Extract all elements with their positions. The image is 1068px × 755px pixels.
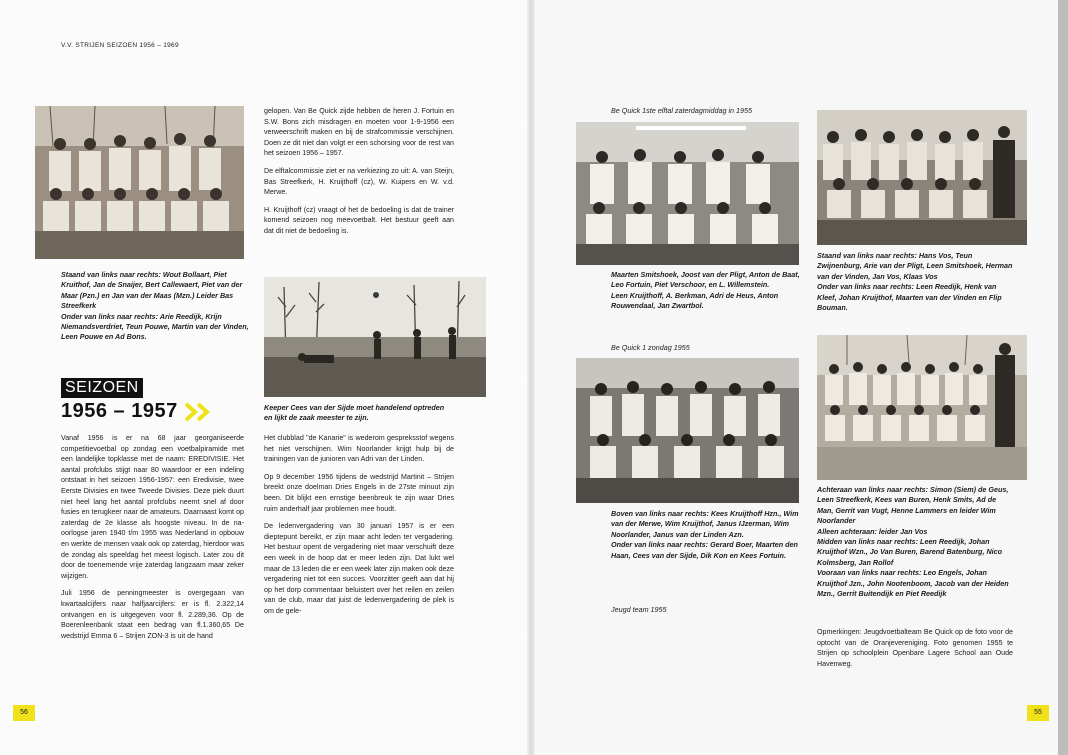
book-gutter [527, 0, 535, 755]
chevron-right-icon [183, 401, 217, 423]
keeper-photo-caption: Keeper Cees van der Sijde moet handelend optreden en lijkt de zaak meester te zijn. [264, 403, 445, 423]
article-column-2-top [264, 106, 454, 244]
sunday-photo-caption: Boven van links naar rechts: Kees Kruijthoff Hzn., Wim van der Merwe, Wim Kruijthof, Janus IJzerman, Wim Noorlander, Janus van der Linden Azn. Onder van links naar rechts: Gerard Boer, Maarten den Haan, Cees van der Sijde, Dik Kon en Kees Fortuin. [611, 509, 799, 560]
youth-parade-photo [817, 335, 1027, 480]
paragraph: Het clubblad "de Kanarie" is wederom gespreksstof wegens het niet verschijnen. Wim Noorlander krijgt hulp bij de trainingen van de junioren van Adri van der Linden. [264, 434, 454, 464]
keeper-action-photo [264, 277, 486, 397]
page-edge [1058, 0, 1068, 755]
team-photo-caption: Staand van links naar rechts: Wout Bollaart, Piet Kruithof, Jan de Snaijer, Bert Callewaert, Piet van der Maar (Pzn.) en Jan van der Maas (Mzn.) Leider Bas Streefkerk Onder van links naar rechts: Arie Reedijk, Krijn Niemandsverdriet, Teun Pouwe, Martin van der Vinden, Leen Pouwe en Ad Bons. [61, 270, 249, 342]
paragraph: De elftalcommissie ziet er na verkiezing zo uit: A. van Steijn, Bas Streefkerk, H. Kruijthoff (cz), W. Kuipers en W. v.d. Merwe. [264, 166, 454, 197]
remarks-text: Opmerkingen: Jeugdvoetbalteam Be Quick op de foto voor de optocht van de Oranjevereniging. Foto genomen 1955 te Strijen op schoolplein Openbare Lagere School aan Oude Havenweg. [817, 628, 1013, 668]
photo-label-youth: Jeugd team 1955 [611, 605, 667, 614]
page-number-right: 55 [1027, 705, 1049, 721]
page-header: V.V. STRIJEN SEIZOEN 1956 – 1969 [61, 42, 179, 49]
youth-parade-caption: Achteraan van links naar rechts: Simon (Siem) de Geus, Leen Streefkerk, Kees van Buren, Henk Smits, Ad de Man, Gerrit van Vugt, Henne Lammers en leider Wim Noorlander Alleen achteraan: leider Jan Vos Midden van links naar rechts: Leen Reedijk, Johan Kruijthof Wzn., Jo Van Buren, Barend Batenburg, Nico Kolmsberg, Jan Rollof Vooraan van links naar rechts: Leo Engels, Johan Kruijthof Jzn., John Nootenboom, Jacob van der Heiden Mzn., Gerrit Buitendijk en Piet Reedijk [817, 485, 1009, 599]
photo-label-saturday: Be Quick 1ste elftal zaterdagmiddag in 1955 [611, 106, 753, 115]
paragraph: Op 9 december 1956 tijdens de wedstrijd Martinit – Strijen breekt onze doelman Dries Engels in de 27ste minuut zijn been. Dit blijkt een ernstige beenbreuk te zijn waar Dries ruim anderhalf jaar problemen mee houdt. [264, 472, 454, 513]
be-quick-sunday-photo [576, 358, 799, 503]
article-column-2-bottom [264, 433, 454, 624]
paragraph: H. Kruijthoff (cz) vraagt of het de bedoeling is dat de trainer komend seizoen nog meevoetbalt. Het bestuur geeft aan dat dit niet de bedoeling is. [264, 205, 454, 235]
paragraph: Vanaf 1956 is er na 68 jaar georganiseerde competitievoetbal op zondag een voetbalpiramide met een landelijke topklasse met de naam: EREDIVISIE. Het aantal profclubs stijgt naar 80 waardoor er een indeling ontstaat in het seizoen 1956-1957: een Eredivisie, twee Eerste Divisies en twee Tweede Divisies. Deze piek duurt niet heel lang het aantal profclubs neemt snel af door fusies en terugkeer naar de amateurs. Daarnaast komt op zaterdag de 2e klasse als hoogste niveau. In de na-oorlogse jaren 1940 t/m 1955 was Nederland in opbouw en werkte de mensen vaak ook op zaterdag, hierdoor was de zondag als speeldag het meest logisch. Later zou dit door de toenemende vrije zaterdag langzaam maar zeker wijzigen. [61, 434, 244, 580]
paragraph: Juli 1956 de penningmeester is overgegaan van kwartaalcijfers naar halfjaarcijfers: er is fl. 2.322,14 ontvangen en is uitgegeven voor fl. 2.289,36. Op de Boerenleenbank staat een bedrag van fl.1.360,65 De wedstrijd Emma 6 – Strijen ZON-3 is uit de hand [61, 589, 244, 640]
team-photo-1956 [35, 106, 244, 259]
page-number-left: 56 [13, 705, 35, 721]
article-column-1 [61, 433, 244, 648]
saturday-photo-caption: Maarten Smitshoek, Joost van der Pligt, Anton de Baat, Leo Fortuin, Piet Verschoor, en L. Willemstein. Leen Kruijthoff, A. Berkman, Adri de Heus, Anton Rouwendaal, Jan Zwartbol. [611, 270, 800, 311]
photo-label-sunday: Be Quick 1 zondag 1955 [611, 343, 690, 352]
youth-1955-caption: Staand van links naar rechts: Hans Vos, Teun Zwijnenburg, Arie van der Pligt, Leen Smitshoek, Herman van der Vinden, Jan Vos, Klaas Vos Onder van links naar rechts: Leen Reedijk, Henk van Kleef, Johan Kruijthof, Maarten van der Vinden en Flip Bouman. [817, 251, 1013, 313]
season-years: 1956 – 1957 [61, 400, 178, 422]
youth-team-1955-photo [817, 110, 1027, 245]
season-label: SEIZOEN [61, 378, 143, 398]
paragraph: De ledenvergadering van 30 januari 1957 is er een dieptepunt bereikt, er zijn maar acht leden ter vergadering. Het bestuur opent de vergadering niet maar verschuift deze een week in de hoop dat er meer leden zijn. Dat lukt wel maar de 13 leden die er een week later zijn maken ook deze vergadering niet tot een succes. Voorzitter geeft aan dat hij op het dorp commentaar beluistert over het reilen en zeilen van de club, maar dat juist de ledenvergadering de plek is om de gele- [264, 522, 454, 615]
be-quick-saturday-photo [576, 122, 799, 265]
paragraph: gelopen. Van Be Quick zijde hebben de heren J. Fortuin en S.W. Bons zich misdragen en moeten voor 1-9-1956 een verweerschrift maken en bij de strafcommissie verschijnen. Doen ze dit niet dan volgt er een schorsing voor de rest van het seizoen 1956 – 1957. [264, 107, 454, 158]
